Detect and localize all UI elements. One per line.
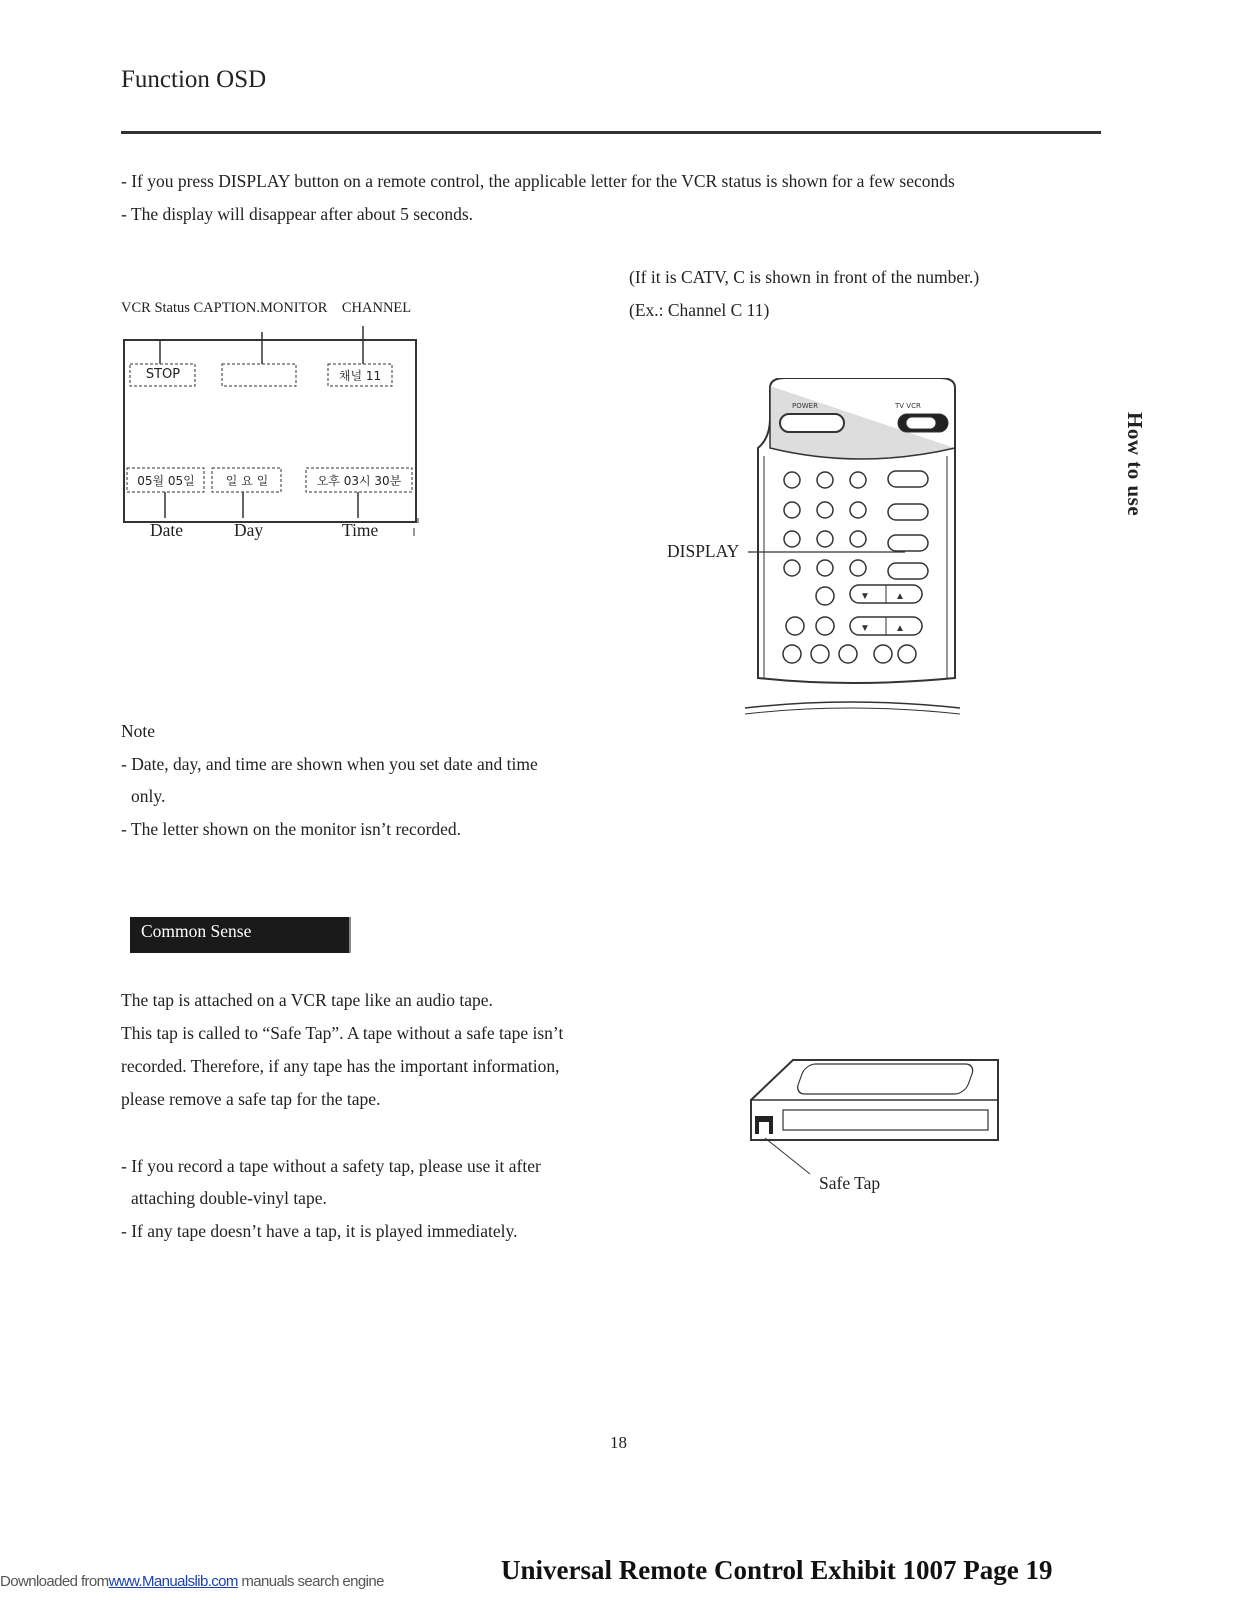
exhibit-footer: Universal Remote Control Exhibit 1007 Page 19	[501, 1555, 1053, 1585]
footer-downloaded-from: Downloaded from	[0, 1573, 109, 1590]
osd-label-day: Day	[234, 520, 264, 540]
osd-stop-text: STOP	[145, 367, 181, 382]
title-divider	[121, 131, 1101, 134]
manualslib-link[interactable]: www.Manualslib.com	[108, 1573, 238, 1590]
osd-top-labels: VCR Status CAPTION.MONITOR CHANNEL	[121, 300, 412, 316]
intro-line-1: - If you press DISPLAY button on a remote control, the applicable letter for the VCR status is shown for a few seconds	[121, 171, 955, 191]
osd-channel-text: 채널 11	[338, 369, 382, 383]
vcr-tape-illustration	[745, 1052, 1005, 1182]
cs-paragraph-2a: This tap is called to “Safe Tap”. A tape without a safe tape isn’t	[121, 1023, 564, 1043]
side-tab-label: How to use	[1123, 412, 1147, 517]
cs-paragraph-1: The tap is attached on a VCR tape like an audio tape.	[121, 990, 493, 1010]
osd-date-text: 05월 05일	[137, 474, 195, 488]
osd-day-text: 일 요 일	[225, 474, 269, 488]
catv-note-line-2: (Ex.: Channel C 11)	[629, 300, 770, 320]
footer-tagline: manuals search engine	[237, 1573, 384, 1590]
svg-text:▼: ▼	[860, 591, 870, 602]
note-heading: Note	[121, 721, 156, 741]
osd-screen-illustration	[118, 318, 438, 548]
common-sense-banner: Common Sense	[130, 917, 349, 953]
intro-line-2: - The display will disappear after about 5 seconds.	[121, 204, 474, 224]
note-line-1-cont: only.	[131, 786, 166, 806]
osd-label-time: Time	[342, 520, 379, 540]
remote-control-illustration	[740, 378, 990, 723]
osd-label-date: Date	[150, 520, 184, 540]
cs-bullet-2: - If any tape doesn’t have a tap, it is played immediately.	[121, 1221, 518, 1241]
svg-text:▼: ▼	[860, 623, 870, 634]
page-number: 18	[610, 1433, 627, 1452]
osd-time-text: 오후 03시 30분	[316, 474, 402, 488]
page-title: Function OSD	[121, 66, 267, 93]
cs-bullet-1-cont: attaching double-vinyl tape.	[131, 1188, 327, 1208]
cs-paragraph-2c: please remove a safe tap for the tape.	[121, 1089, 381, 1109]
remote-display-label: DISPLAY	[667, 541, 740, 561]
cs-bullet-1: - If you record a tape without a safety tap, please use it after	[121, 1156, 541, 1176]
svg-text:TV VCR: TV VCR	[895, 402, 921, 410]
svg-text:▲: ▲	[895, 623, 905, 634]
svg-text:▲: ▲	[895, 591, 905, 602]
catv-note-line-1: (If it is CATV, C is shown in front of the number.)	[629, 267, 980, 287]
footer-source	[0, 1573, 384, 1590]
svg-text:POWER: POWER	[792, 402, 818, 410]
note-line-2: - The letter shown on the monitor isn’t recorded.	[121, 819, 462, 839]
cs-paragraph-2b: recorded. Therefore, if any tape has the important information,	[121, 1056, 560, 1076]
note-line-1: - Date, day, and time are shown when you set date and time	[121, 754, 538, 774]
safe-tap-label: Safe Tap	[819, 1173, 881, 1193]
